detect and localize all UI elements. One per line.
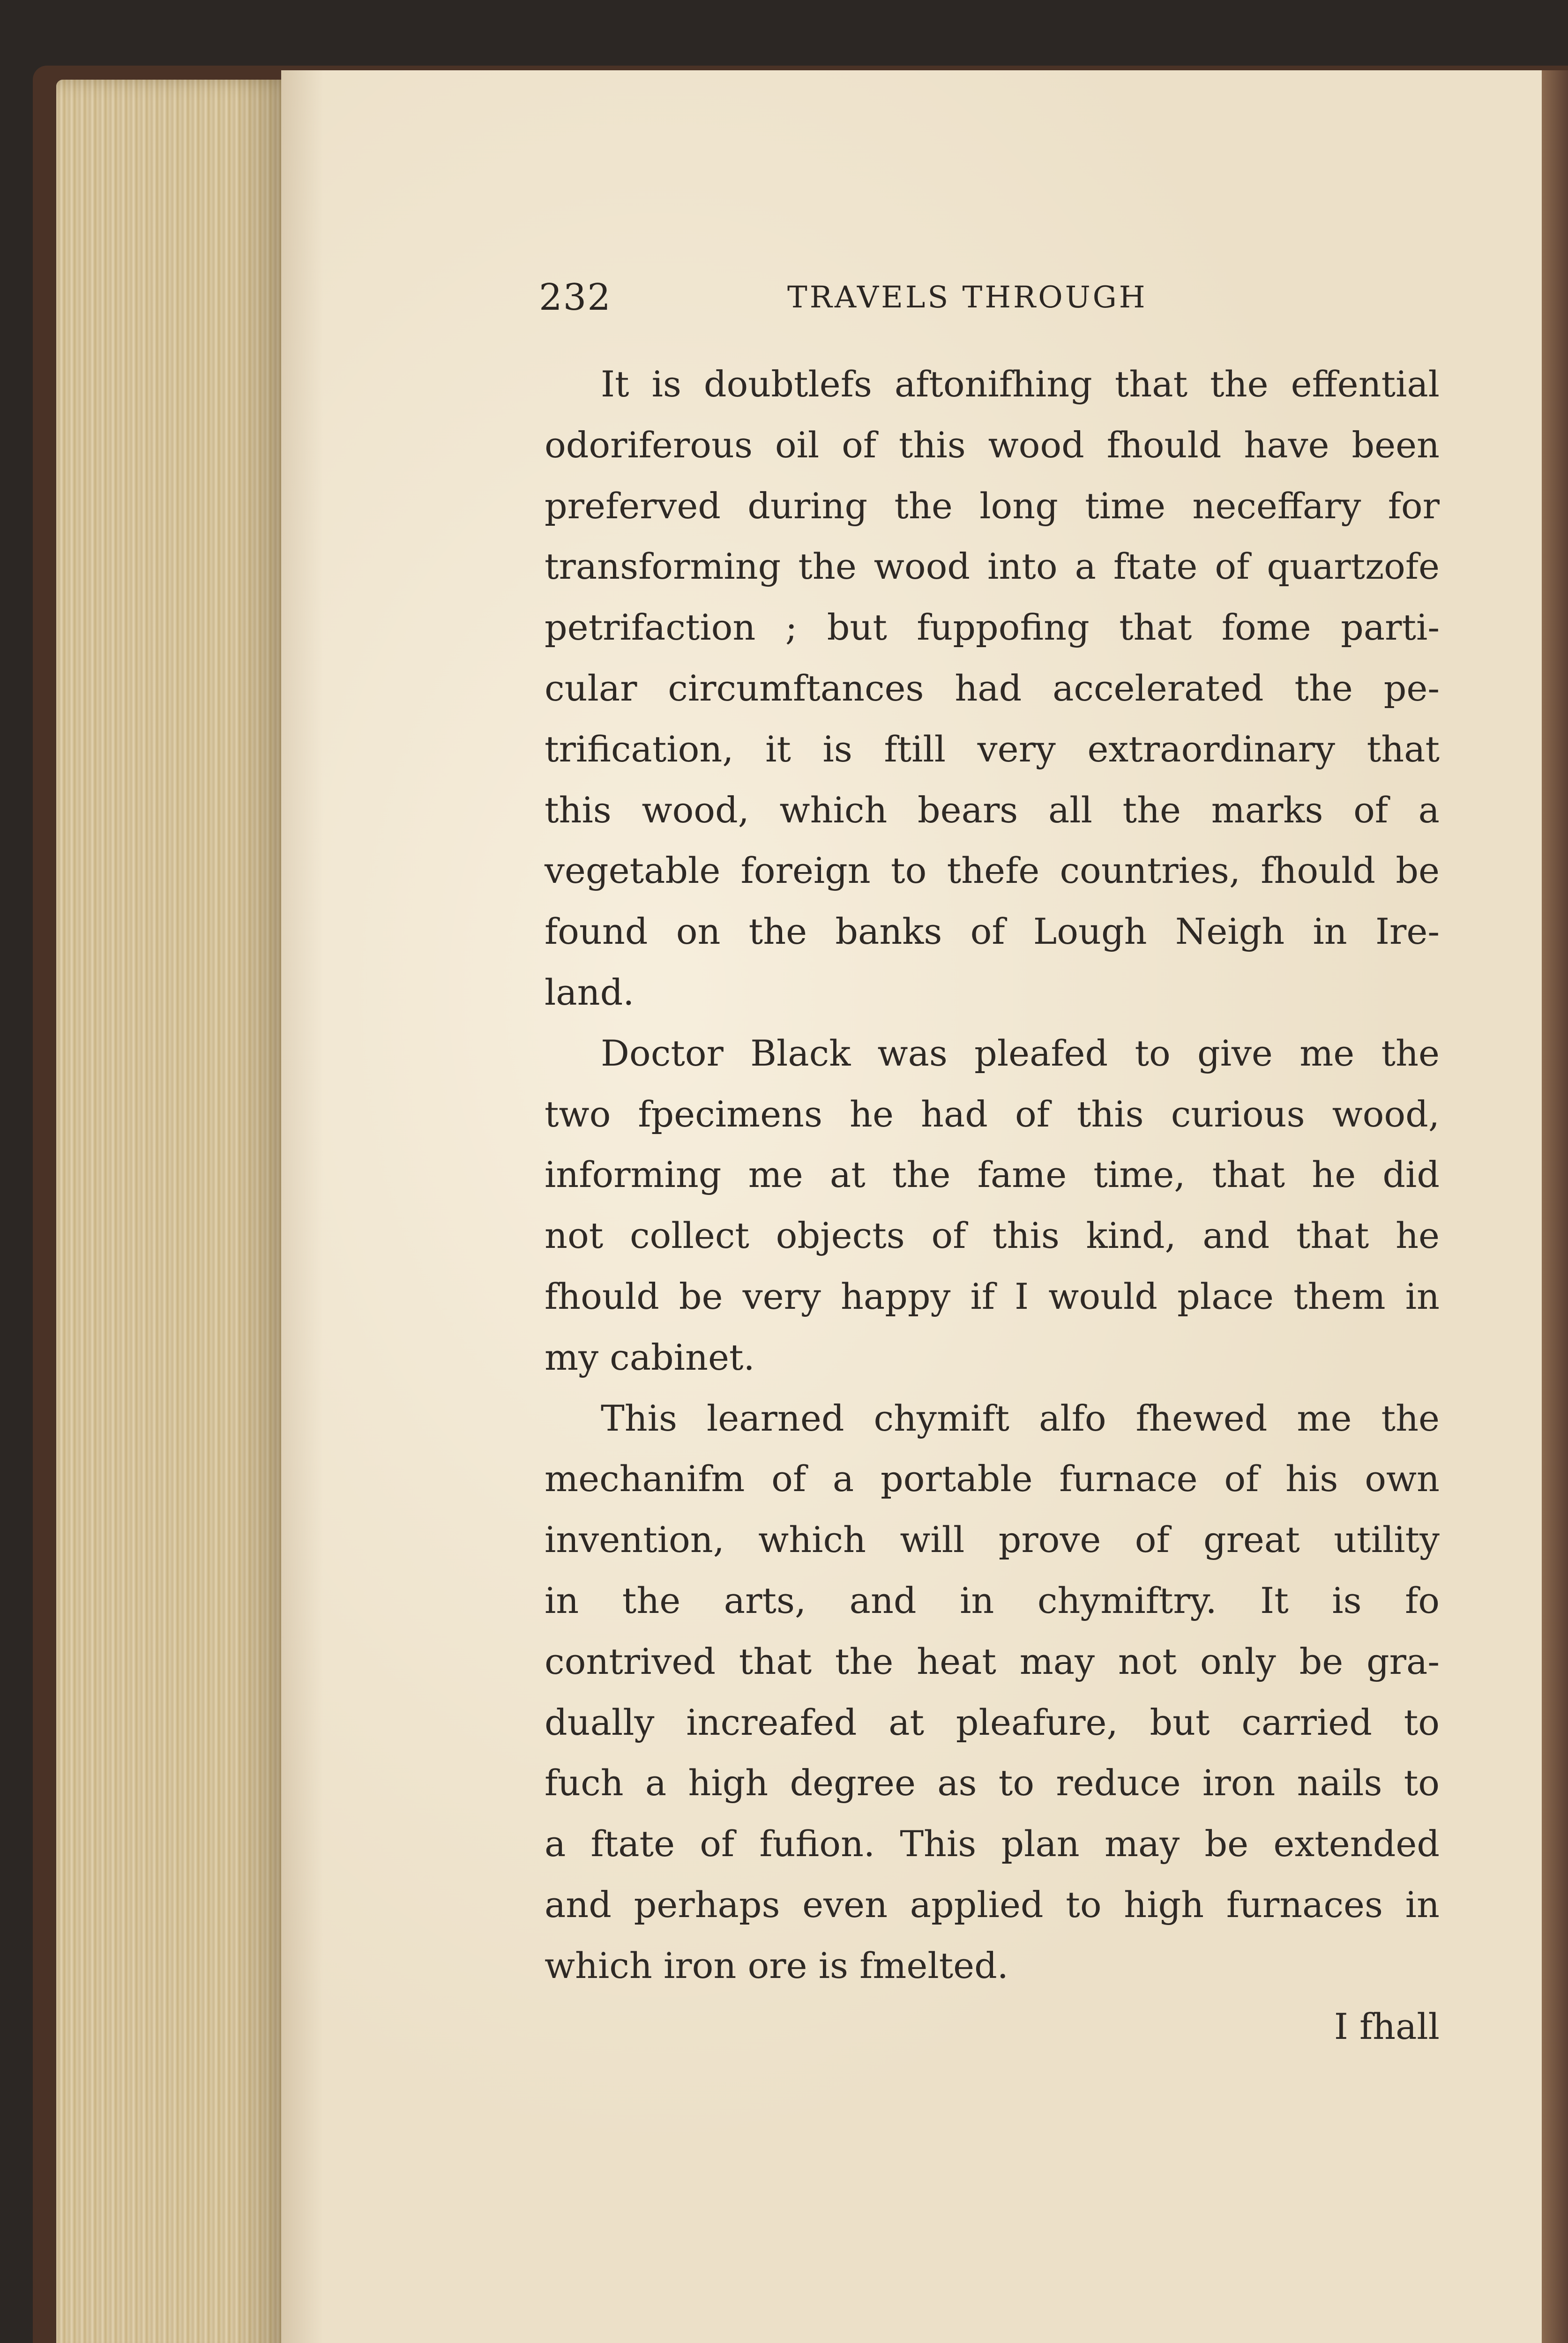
text-line: invention, which will prove of great utility xyxy=(545,1519,1440,1561)
body-text xyxy=(545,354,1440,2057)
text-line: which iron ore is fmelted. xyxy=(545,1944,1008,1986)
text-line: mechanifm of a portable furnace of his own xyxy=(545,1458,1440,1500)
text-line: my cabinet. xyxy=(545,1336,755,1378)
text-line: informing me at the fame time, that he did xyxy=(545,1154,1440,1196)
text-line: land. xyxy=(545,971,635,1013)
page-block-edges xyxy=(56,80,300,2343)
text-line: a ftate of fufion. This plan may be extended xyxy=(545,1823,1440,1865)
text-line: preferved during the long time neceffary for xyxy=(545,485,1440,527)
text-line: cular circumftances had accelerated the pe- xyxy=(545,667,1440,709)
text-line: in the arts, and in chymiftry. It is fo xyxy=(545,1579,1440,1621)
text-line: trification, it is ftill very extraordinary that xyxy=(545,728,1440,770)
text-line: fuch a high degree as to reduce iron nails to xyxy=(545,1762,1440,1804)
text-line: this wood, which bears all the marks of a xyxy=(545,789,1440,831)
text-line: odoriferous oil of this wood fhould have been xyxy=(545,424,1440,466)
text-line: petrifaction ; but fuppofing that fome parti- xyxy=(545,606,1440,649)
text-line: and perhaps even applied to high furnaces in xyxy=(545,1883,1440,1925)
page-number: 232 xyxy=(539,276,612,319)
catchword: I fhall xyxy=(1334,2005,1440,2047)
running-head: TRAVELS THROUGH xyxy=(787,280,1148,315)
text-line: vegetable foreign to thefe countries, fhould be xyxy=(545,850,1440,892)
text-line: Doctor Black was pleafed to give me the xyxy=(601,1032,1440,1074)
next-leaf-edge xyxy=(1542,70,1568,2343)
text-line: not collect objects of this kind, and that he xyxy=(545,1215,1440,1257)
text-line: found on the banks of Lough Neigh in Ire- xyxy=(545,910,1440,953)
page-header xyxy=(539,276,1443,333)
text-line: transforming the wood into a ftate of quartzofe xyxy=(545,545,1440,588)
text-line: dually increafed at pleafure, but carried to xyxy=(545,1701,1440,1743)
text-line: fhould be very happy if I would place them in xyxy=(545,1275,1440,1317)
text-line: contrived that the heat may not only be gra- xyxy=(545,1640,1440,1682)
text-line: two fpecimens he had of this curious wood, xyxy=(545,1093,1440,1135)
text-line: This learned chymift alfo fhewed me the xyxy=(601,1397,1440,1439)
text-line: It is doubtlefs aftonifhing that the effential xyxy=(601,363,1440,405)
